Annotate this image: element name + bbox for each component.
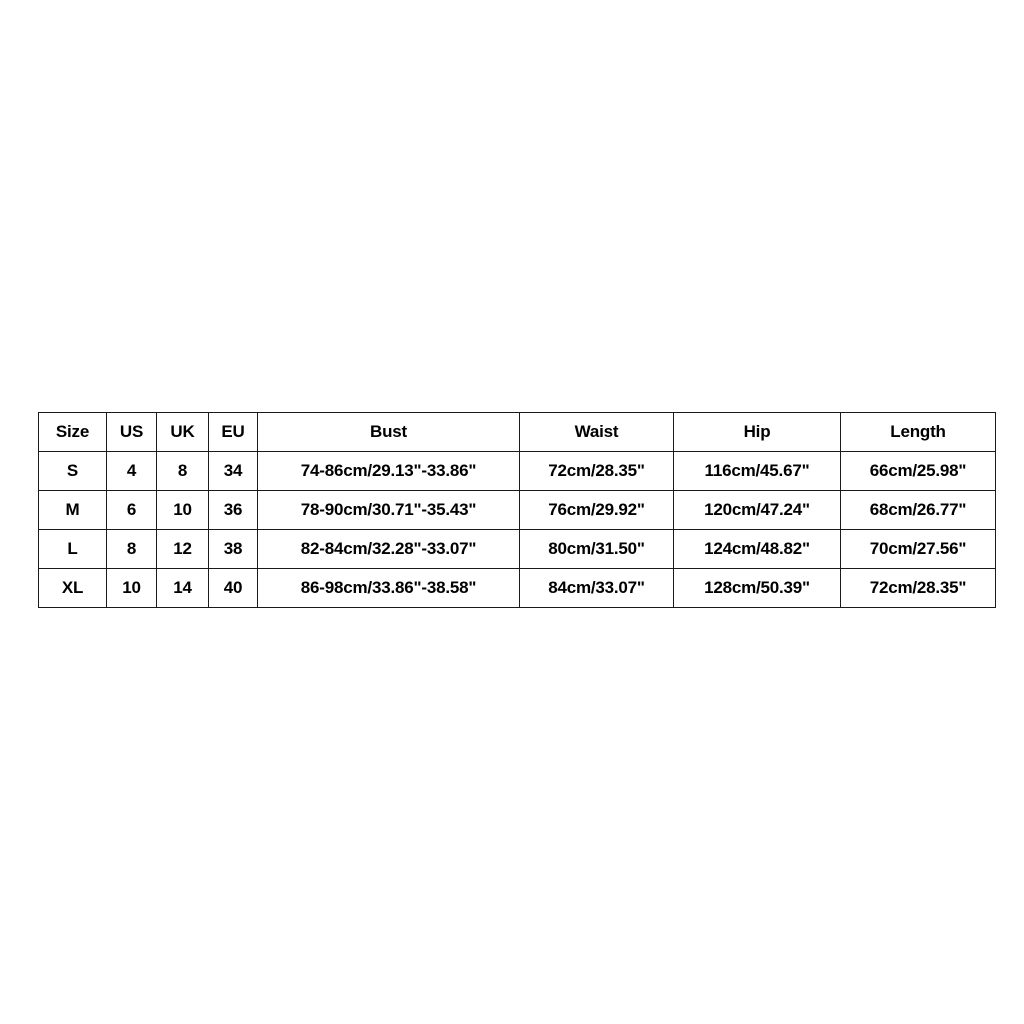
cell-length: 72cm/28.35" — [841, 569, 996, 608]
cell-size: M — [39, 491, 107, 530]
cell-hip: 116cm/45.67" — [674, 452, 841, 491]
cell-length: 68cm/26.77" — [841, 491, 996, 530]
cell-uk: 14 — [157, 569, 209, 608]
header-bust: Bust — [258, 413, 520, 452]
cell-us: 6 — [107, 491, 157, 530]
cell-us: 10 — [107, 569, 157, 608]
table-row — [39, 530, 996, 569]
header-waist: Waist — [520, 413, 674, 452]
cell-waist: 76cm/29.92" — [520, 491, 674, 530]
cell-eu: 36 — [209, 491, 258, 530]
cell-size: L — [39, 530, 107, 569]
header-uk: UK — [157, 413, 209, 452]
cell-eu: 34 — [209, 452, 258, 491]
cell-waist: 72cm/28.35" — [520, 452, 674, 491]
cell-us: 8 — [107, 530, 157, 569]
cell-size: S — [39, 452, 107, 491]
cell-eu: 38 — [209, 530, 258, 569]
header-size: Size — [39, 413, 107, 452]
cell-eu: 40 — [209, 569, 258, 608]
cell-hip: 128cm/50.39" — [674, 569, 841, 608]
cell-length: 70cm/27.56" — [841, 530, 996, 569]
table-row — [39, 452, 996, 491]
cell-bust: 78-90cm/30.71"-35.43" — [258, 491, 520, 530]
cell-hip: 120cm/47.24" — [674, 491, 841, 530]
header-eu: EU — [209, 413, 258, 452]
header-hip: Hip — [674, 413, 841, 452]
cell-hip: 124cm/48.82" — [674, 530, 841, 569]
cell-uk: 12 — [157, 530, 209, 569]
header-length: Length — [841, 413, 996, 452]
cell-uk: 10 — [157, 491, 209, 530]
table-row — [39, 569, 996, 608]
cell-bust: 82-84cm/32.28"-33.07" — [258, 530, 520, 569]
cell-us: 4 — [107, 452, 157, 491]
cell-bust: 74-86cm/29.13"-33.86" — [258, 452, 520, 491]
cell-bust: 86-98cm/33.86"-38.58" — [258, 569, 520, 608]
size-chart-table — [38, 412, 996, 608]
cell-waist: 84cm/33.07" — [520, 569, 674, 608]
header-us: US — [107, 413, 157, 452]
table-row — [39, 491, 996, 530]
cell-length: 66cm/25.98" — [841, 452, 996, 491]
cell-waist: 80cm/31.50" — [520, 530, 674, 569]
cell-size: XL — [39, 569, 107, 608]
header-row — [39, 413, 996, 452]
cell-uk: 8 — [157, 452, 209, 491]
